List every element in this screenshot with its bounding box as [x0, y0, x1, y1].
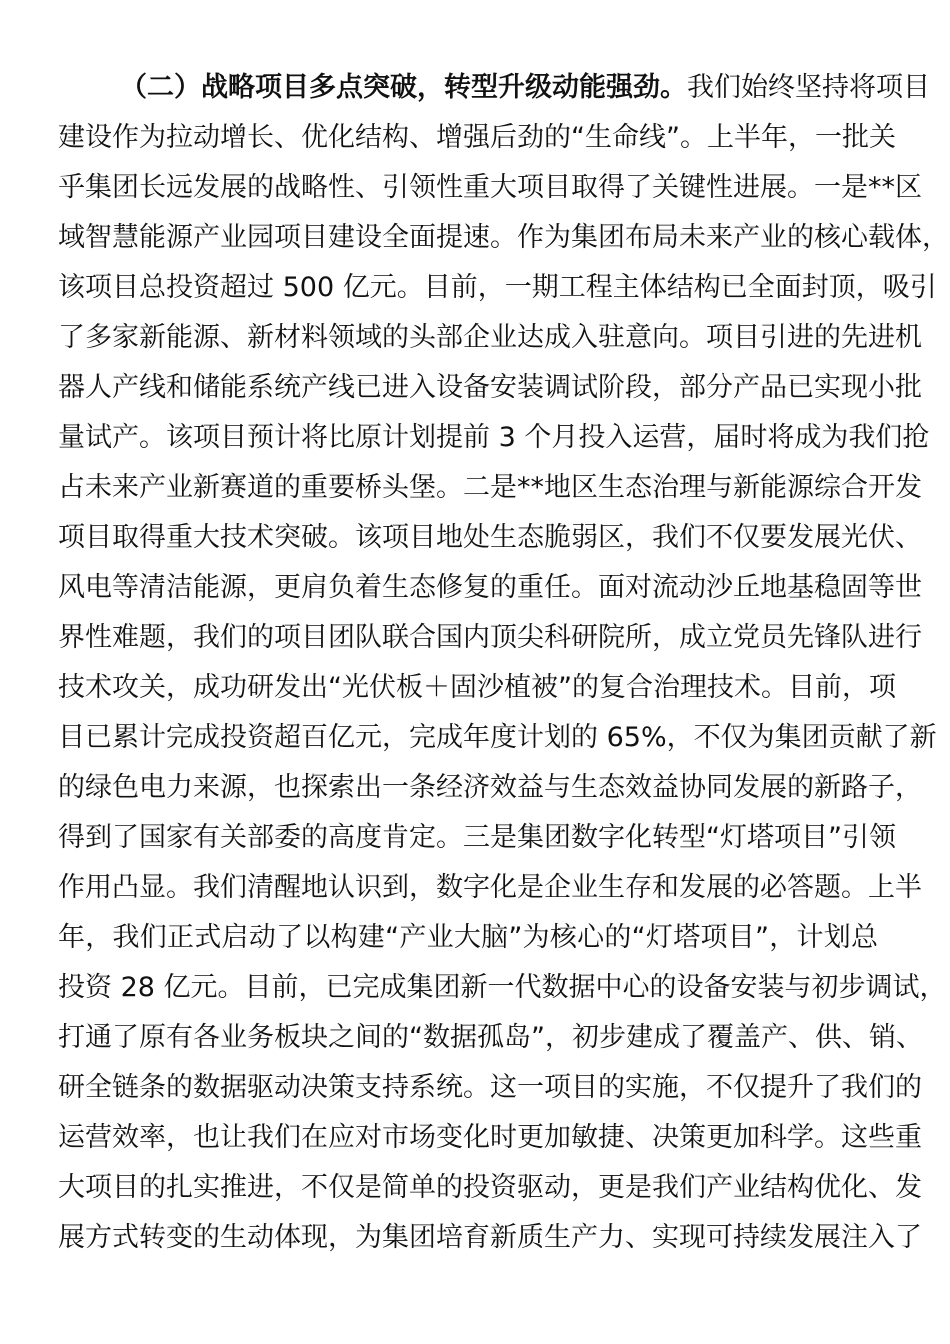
paragraph-line: 风电等清洁能源，更肩负着生态修复的重任。面对流动沙丘地基稳固等世 [58, 572, 922, 603]
paragraph-line: 的绿色电力来源，也探索出一条经济效益与生态效益协同发展的新路子， [58, 772, 922, 803]
paragraph-line: 得到了国家有关部委的高度肯定。三是集团数字化转型“灯塔项目”引领 [58, 822, 896, 853]
paragraph-line: 技术攻关，成功研发出“光伏板＋固沙植被”的复合治理技术。目前，项 [58, 672, 896, 703]
paragraph-line: 运营效率，也让我们在应对市场变化时更加敏捷、决策更加科学。这些重 [58, 1122, 922, 1153]
paragraph-line: 展方式转变的生动体现，为集团培育新质生产力、实现可持续发展注入了 [58, 1222, 922, 1253]
paragraph-line: 量试产。该项目预计将比原计划提前 3 个月投入运营，届时将成为我们抢 [58, 422, 930, 453]
paragraph-line: 了多家新能源、新材料领域的头部企业达成入驻意向。项目引进的先进机 [58, 322, 922, 353]
paragraph-line: 乎集团长远发展的战略性、引领性重大项目取得了关键性进展。一是**区 [58, 172, 922, 203]
paragraph-line: 建设作为拉动增长、优化结构、增强后劲的“生命线”。上半年，一批关 [58, 122, 896, 153]
paragraph-line: 项目取得重大技术突破。该项目地处生态脆弱区，我们不仅要发展光伏、 [58, 522, 922, 553]
paragraph-line: 目已累计完成投资超百亿元，完成年度计划的 65%，不仅为集团贡献了新 [58, 722, 937, 753]
paragraph-line: 大项目的扎实推进，不仅是简单的投资驱动，更是我们产业结构优化、发 [58, 1172, 922, 1203]
paragraph-line: 研全链条的数据驱动决策支持系统。这一项目的实施，不仅提升了我们的 [58, 1072, 922, 1103]
paragraph-line: 界性难题，我们的项目团队联合国内顶尖科研院所，成立党员先锋队进行 [58, 622, 922, 653]
paragraph-line: 器人产线和储能系统产线已进入设备安装调试阶段，部分产品已实现小批 [58, 372, 922, 403]
paragraph-line: 打通了原有各业务板块之间的“数据孤岛”，初步建成了覆盖产、供、销、 [58, 1022, 923, 1053]
paragraph-line-1 [120, 63, 930, 113]
paragraph-line: 年，我们正式启动了以构建“产业大脑”为核心的“灯塔项目”，计划总 [58, 922, 878, 953]
paragraph-line: 域智慧能源产业园项目建设全面提速。作为集团布局未来产业的核心载体， [58, 222, 949, 253]
paragraph-line: 作用凸显。我们清醒地认识到，数字化是企业生存和发展的必答题。上半 [58, 872, 922, 903]
paragraph-line: 占未来产业新赛道的重要桥头堡。二是**地区生态治理与新能源综合开发 [58, 472, 922, 503]
section-heading: （二）战略项目多点突破，转型升级动能强劲。 [120, 72, 687, 103]
paragraph-line: 投资 28 亿元。目前，已完成集团新一代数据中心的设备安装与初步调试， [58, 972, 947, 1003]
paragraph-line: 该项目总投资超过 500 亿元。目前，一期工程主体结构已全面封顶，吸引 [58, 272, 937, 303]
paragraph-text: 我们始终坚持将项目 [687, 72, 930, 103]
